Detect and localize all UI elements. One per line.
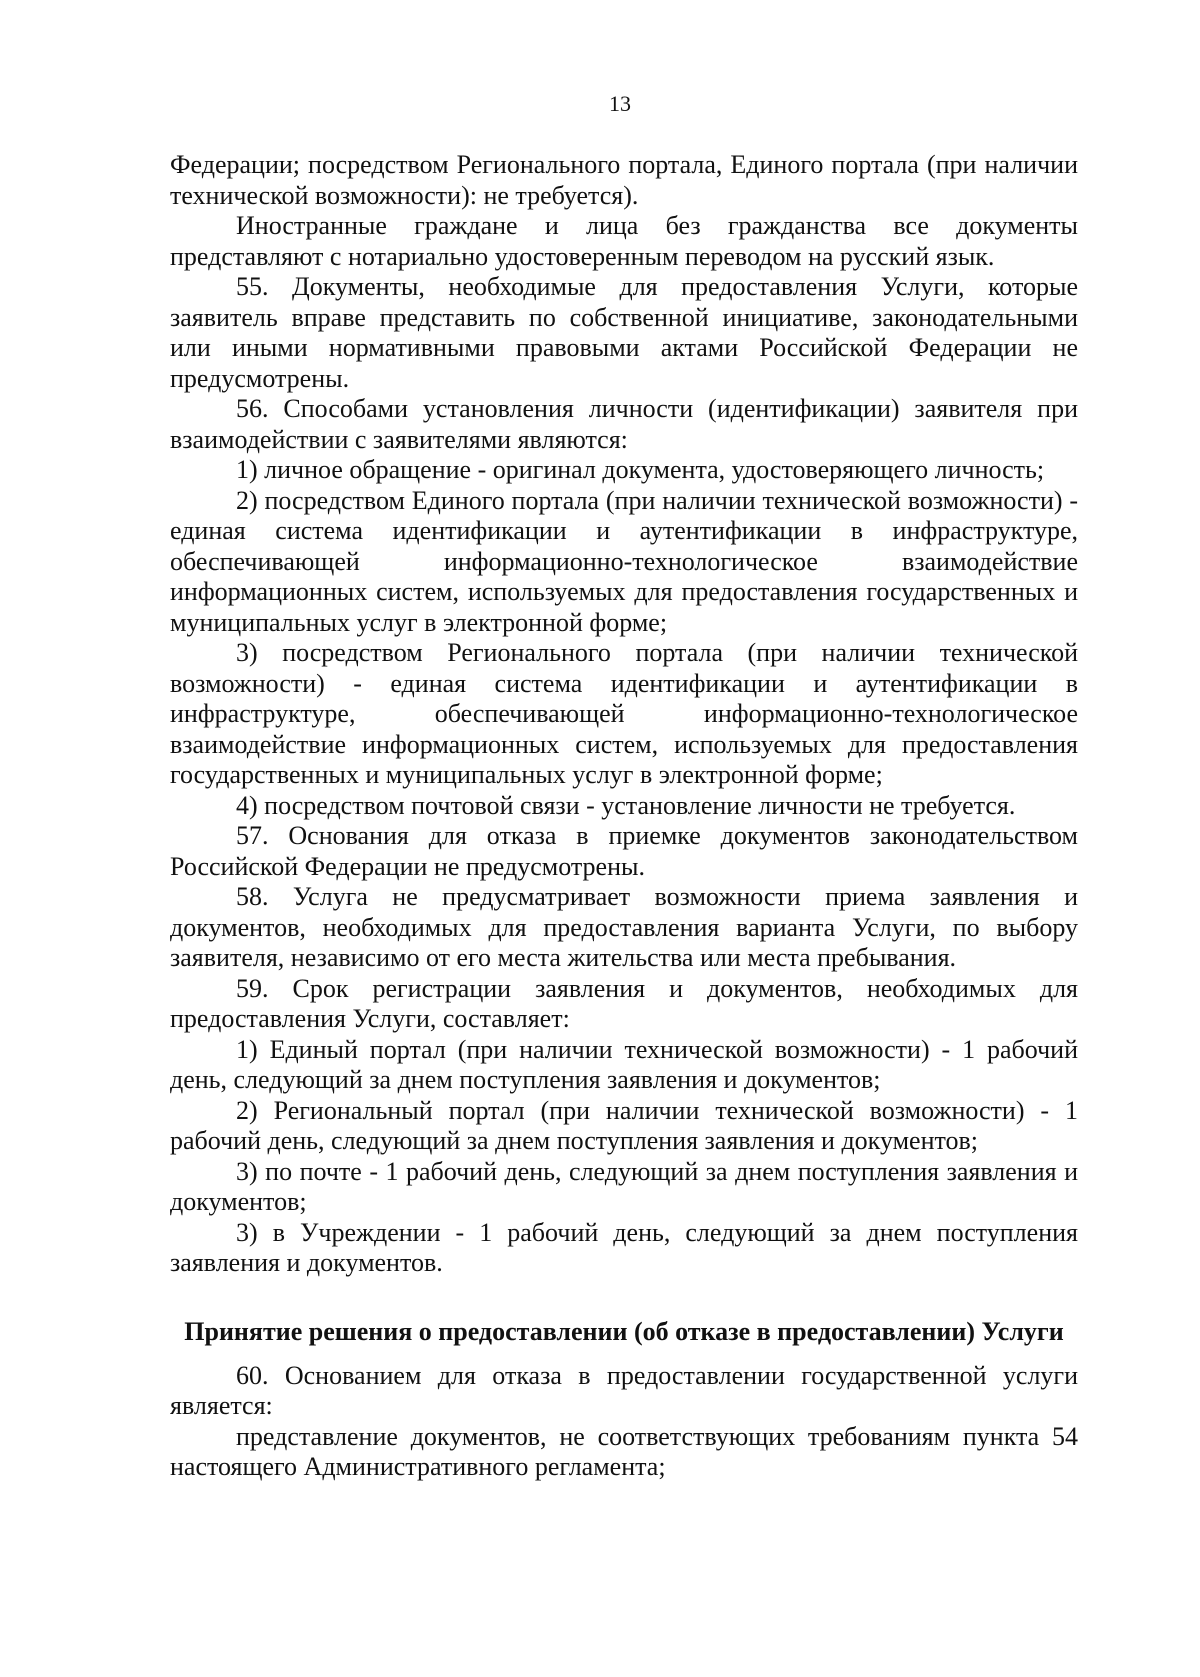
list-item: 3) посредством Регионального портала (при наличии технической возможности) - единая система идентификации и аутентификации в инфраструктуре, обеспечивающей информационно-технологическое взаимодействие информационных систем, используемых для предоставления государственных и муниципальных услуг в электронной форме;	[170, 638, 1078, 789]
paragraph-item-57: 57. Основания для отказа в приемке документов законодательством Российской Федерации не предусмотрены.	[170, 821, 1078, 881]
paragraph-item-59: 59. Срок регистрации заявления и документов, необходимых для предоставления Услуги, составляет:	[170, 973, 1078, 1033]
paragraph-item-56: 56. Способами установления личности (идентификации) заявителя при взаимодействии с заявителями являются:	[170, 394, 1078, 454]
paragraph: Иностранные граждане и лица без гражданства все документы представляют с нотариально удостоверенным переводом на русский язык.	[170, 211, 1078, 271]
paragraph-item-55: 55. Документы, необходимые для предоставления Услуги, которые заявитель вправе представить по собственной инициативе, законодательными или иными нормативными правовыми актами Российской Федерации не предусмотрены.	[170, 272, 1078, 393]
page-number: 13	[609, 91, 631, 116]
section-heading: Принятие решения о предоставлении (об отказе в предоставлении) Услуги	[184, 1316, 1064, 1346]
list-item: 2) Региональный портал (при наличии технической возможности) - 1 рабочий день, следующий за днем поступления заявления и документов;	[170, 1095, 1078, 1155]
paragraph-item-58: 58. Услуга не предусматривает возможности приема заявления и документов, необходимых для предоставления варианта Услуги, по выбору заявителя, независимо от его места жительства или места пребывания.	[170, 882, 1078, 972]
paragraph-item-60: 60. Основанием для отказа в предоставлении государственной услуги является:	[170, 1360, 1078, 1420]
list-item: 2) посредством Единого портала (при наличии технической возможности) - единая система идентификации и аутентификации в инфраструктуре, обеспечивающей информационно-технологическое взаимодействие информационных систем, используемых для предоставления государственных и муниципальных услуг в электронной форме;	[170, 485, 1078, 637]
list-item: 1) личное обращение - оригинал документа, удостоверяющего личность;	[236, 455, 1045, 484]
paragraph: Федерации; посредством Регионального портала, Единого портала (при наличии технической возможности): не требуется).	[170, 150, 1078, 210]
document-body	[170, 150, 1078, 1483]
list-item: 1) Единый портал (при наличии технической возможности) - 1 рабочий день, следующий за днем поступления заявления и документов;	[170, 1034, 1078, 1094]
list-item: 3) по почте - 1 рабочий день, следующий за днем поступления заявления и документов;	[170, 1156, 1078, 1216]
paragraph: представление документов, не соответствующих требованиям пункта 54 настоящего Административного регламента;	[170, 1421, 1078, 1481]
list-item: 4) посредством почтовой связи - установление личности не требуется.	[236, 790, 1016, 820]
list-item: 3) в Учреждении - 1 рабочий день, следующий за днем поступления заявления и документов.	[170, 1217, 1078, 1277]
